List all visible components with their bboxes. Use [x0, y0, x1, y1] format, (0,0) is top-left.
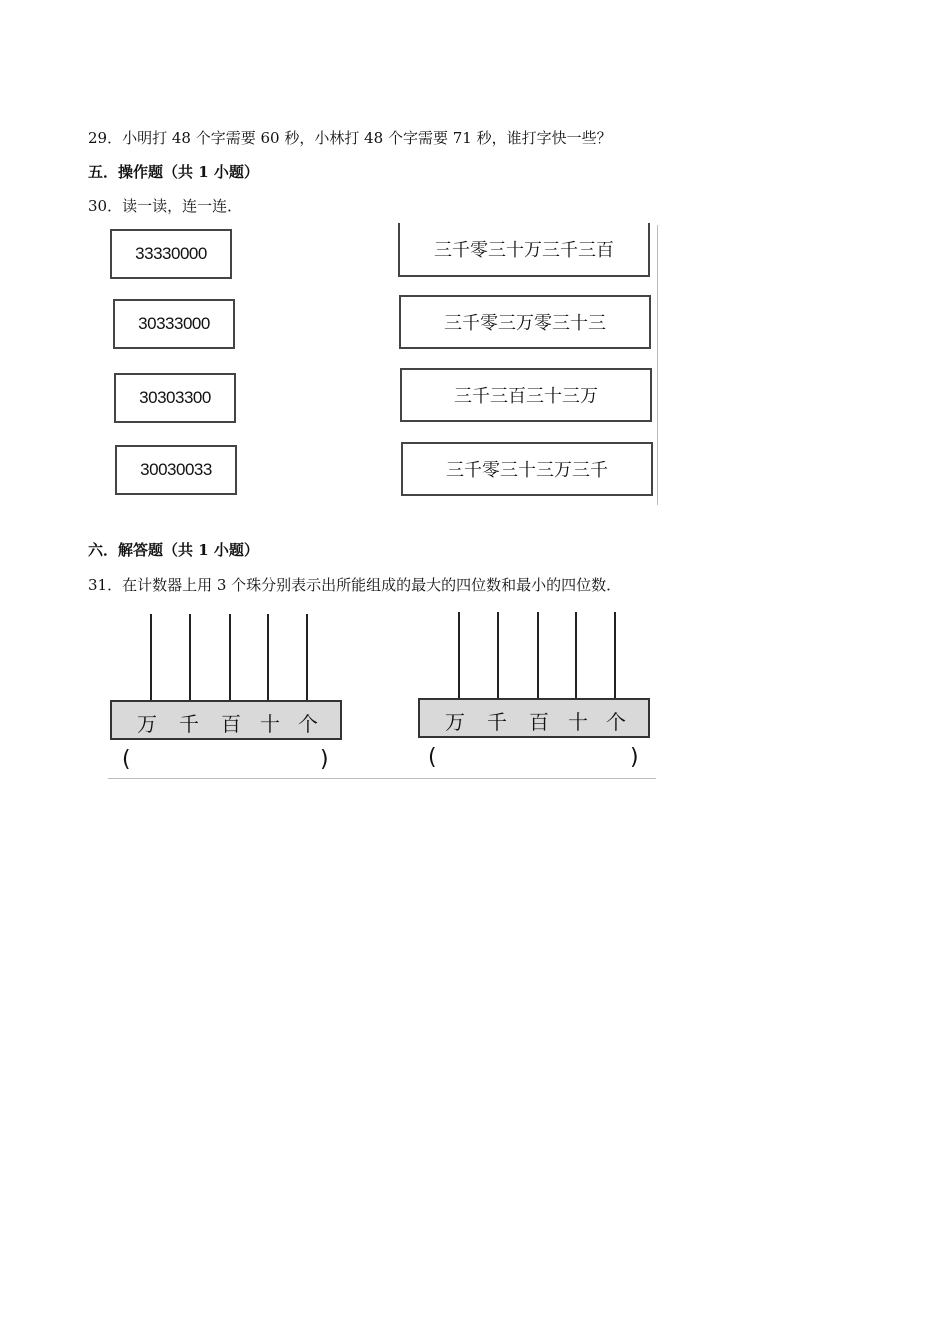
section-6-title: 六．解答题（共 1 小题）	[88, 541, 259, 559]
place-qian: 千	[179, 712, 199, 736]
answer-paren-open: (	[428, 745, 437, 770]
place-wan: 万	[137, 712, 157, 736]
rod	[537, 612, 539, 698]
question-29: 29．小明打 48 个字需要 60 秒，小林打 48 个字需要 71 秒，谁打字快一些？	[88, 129, 612, 147]
number-box-1: 33330000	[110, 229, 232, 279]
matching-figure	[110, 225, 660, 505]
place-wan: 万	[445, 710, 465, 734]
question-31: 31．在计数器上用 3 个珠分别表示出所能组成的最大的四位数和最小的四位数．	[88, 576, 622, 594]
figure-baseline	[108, 778, 656, 779]
number-box-2: 30333000	[113, 299, 235, 349]
figure-edge	[657, 225, 658, 505]
rod	[306, 614, 308, 700]
rod	[150, 614, 152, 700]
rod	[267, 614, 269, 700]
word-box-2: 三千零三万零三十三	[399, 295, 651, 349]
question-30: 30．读一读，连一连．	[88, 197, 243, 215]
number-box-3: 30303300	[114, 373, 236, 423]
place-bai: 百	[221, 712, 241, 736]
rod	[497, 612, 499, 698]
section-5-title: 五．操作题（共 1 小题）	[88, 163, 259, 181]
word-box-1: 三千零三十万三千三百	[398, 223, 650, 277]
place-bai: 百	[529, 710, 549, 734]
abacus-right	[418, 612, 650, 782]
place-value-bar	[110, 700, 342, 740]
answer-paren-close: )	[320, 747, 329, 772]
answer-paren-close: )	[630, 745, 639, 770]
answer-paren-open: (	[122, 747, 131, 772]
place-value-bar	[418, 698, 650, 738]
abacus-left	[110, 614, 342, 784]
word-box-3: 三千三百三十三万	[400, 368, 652, 422]
rod	[458, 612, 460, 698]
place-shi: 十	[568, 710, 588, 734]
rod	[575, 612, 577, 698]
place-shi: 十	[260, 712, 280, 736]
number-box-4: 30030033	[115, 445, 237, 495]
place-ge: 个	[298, 712, 318, 736]
rod	[189, 614, 191, 700]
place-ge: 个	[606, 710, 626, 734]
word-box-4: 三千零三十三万三千	[401, 442, 653, 496]
place-qian: 千	[487, 710, 507, 734]
rod	[229, 614, 231, 700]
rod	[614, 612, 616, 698]
